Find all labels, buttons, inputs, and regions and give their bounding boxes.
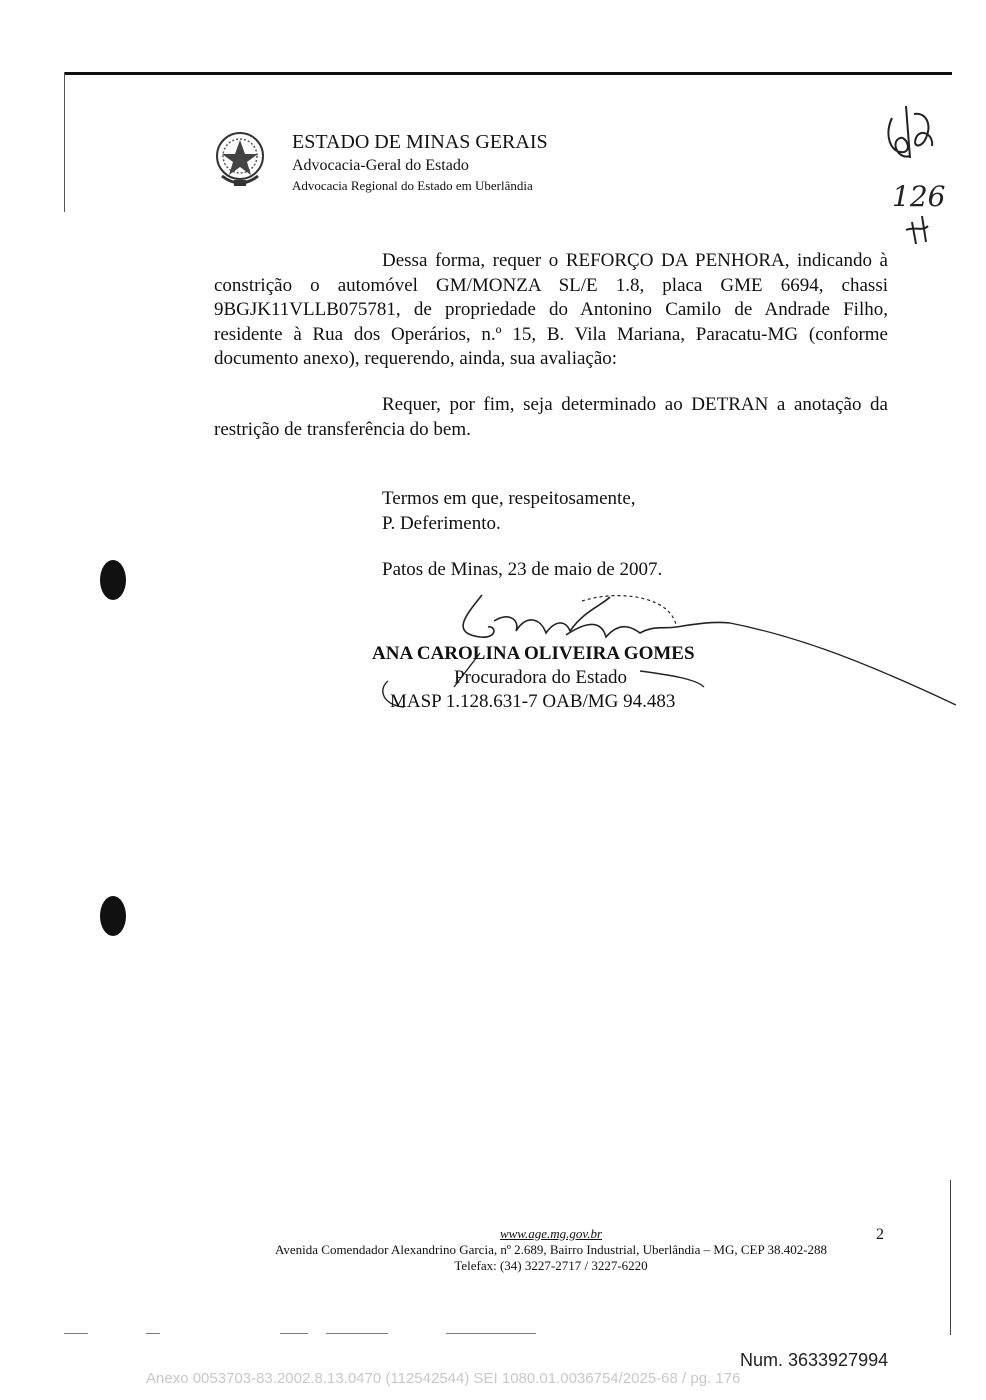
page-border-right xyxy=(950,1180,951,1335)
handwritten-folio: 126 xyxy=(892,180,946,213)
annex-stamp: Anexo 0053703-83.2002.8.13.0470 (112542544) SEI 1080.01.0036754/2025-68 / pg. 176 xyxy=(146,1370,741,1387)
scan-divider xyxy=(326,1333,388,1334)
handwritten-signature xyxy=(370,575,956,755)
detran-paragraph: Requer, por fim, seja determinado ao DETRAN a anotação da restrição de transferência do bem. xyxy=(214,394,888,440)
header-agency: Advocacia-Geral do Estado xyxy=(292,157,469,174)
closing-line-2: P. Deferimento. xyxy=(382,512,501,534)
scan-divider xyxy=(64,1333,88,1334)
signer-registration: MASP 1.128.631-7 OAB/MG 94.483 xyxy=(390,691,676,712)
state-seal-icon xyxy=(214,128,266,188)
footer-phone: Telefax: (34) 3227-2717 / 3227-6220 xyxy=(454,1258,648,1273)
scan-divider xyxy=(446,1333,536,1334)
punch-hole xyxy=(100,560,126,600)
page-number: 2 xyxy=(876,1226,884,1243)
footer-website[interactable]: www.age.mg.gov.br xyxy=(499,1226,603,1241)
scan-divider xyxy=(280,1333,308,1334)
request-paragraph: Dessa forma, requer o REFORÇO DA PENHORA, indicando à constrição o automóvel GM/MONZA SL/E 1.8, placa GME 6694, chassi 9BGJK11VLLB075781, de propriedade do Antonino Camilo de Andrade Filho, residente à Rua dos Operários, n.º 15, B. Vila Mariana, Paracatu-MG (conforme documento anexo), requerendo, ainda, sua avaliação: xyxy=(214,250,888,369)
header-regional: Advocacia Regional do Estado em Uberlândia xyxy=(292,178,533,193)
place-date: Patos de Minas, 23 de maio de 2007. xyxy=(382,559,663,580)
signer-name: ANA CAROLINA OLIVEIRA GOMES xyxy=(372,643,695,664)
document-number-stamp: Num. 3633927994 xyxy=(740,1350,889,1370)
closing-line-1: Termos em que, respeitosamente, xyxy=(382,488,636,509)
handwritten-folio-marks xyxy=(876,98,946,248)
page-border-left xyxy=(64,72,65,212)
scan-divider xyxy=(146,1333,160,1334)
page-border-top xyxy=(64,72,952,75)
footer-address: Avenida Comendador Alexandrino Garcia, nº 2.689, Bairro Industrial, Uberlândia – MG, CEP 38.402-288 xyxy=(274,1242,828,1257)
header-state: ESTADO DE MINAS GERAIS xyxy=(292,131,548,153)
closing-block xyxy=(382,487,636,536)
signer-role: Procuradora do Estado xyxy=(454,667,628,688)
punch-hole xyxy=(100,896,126,936)
